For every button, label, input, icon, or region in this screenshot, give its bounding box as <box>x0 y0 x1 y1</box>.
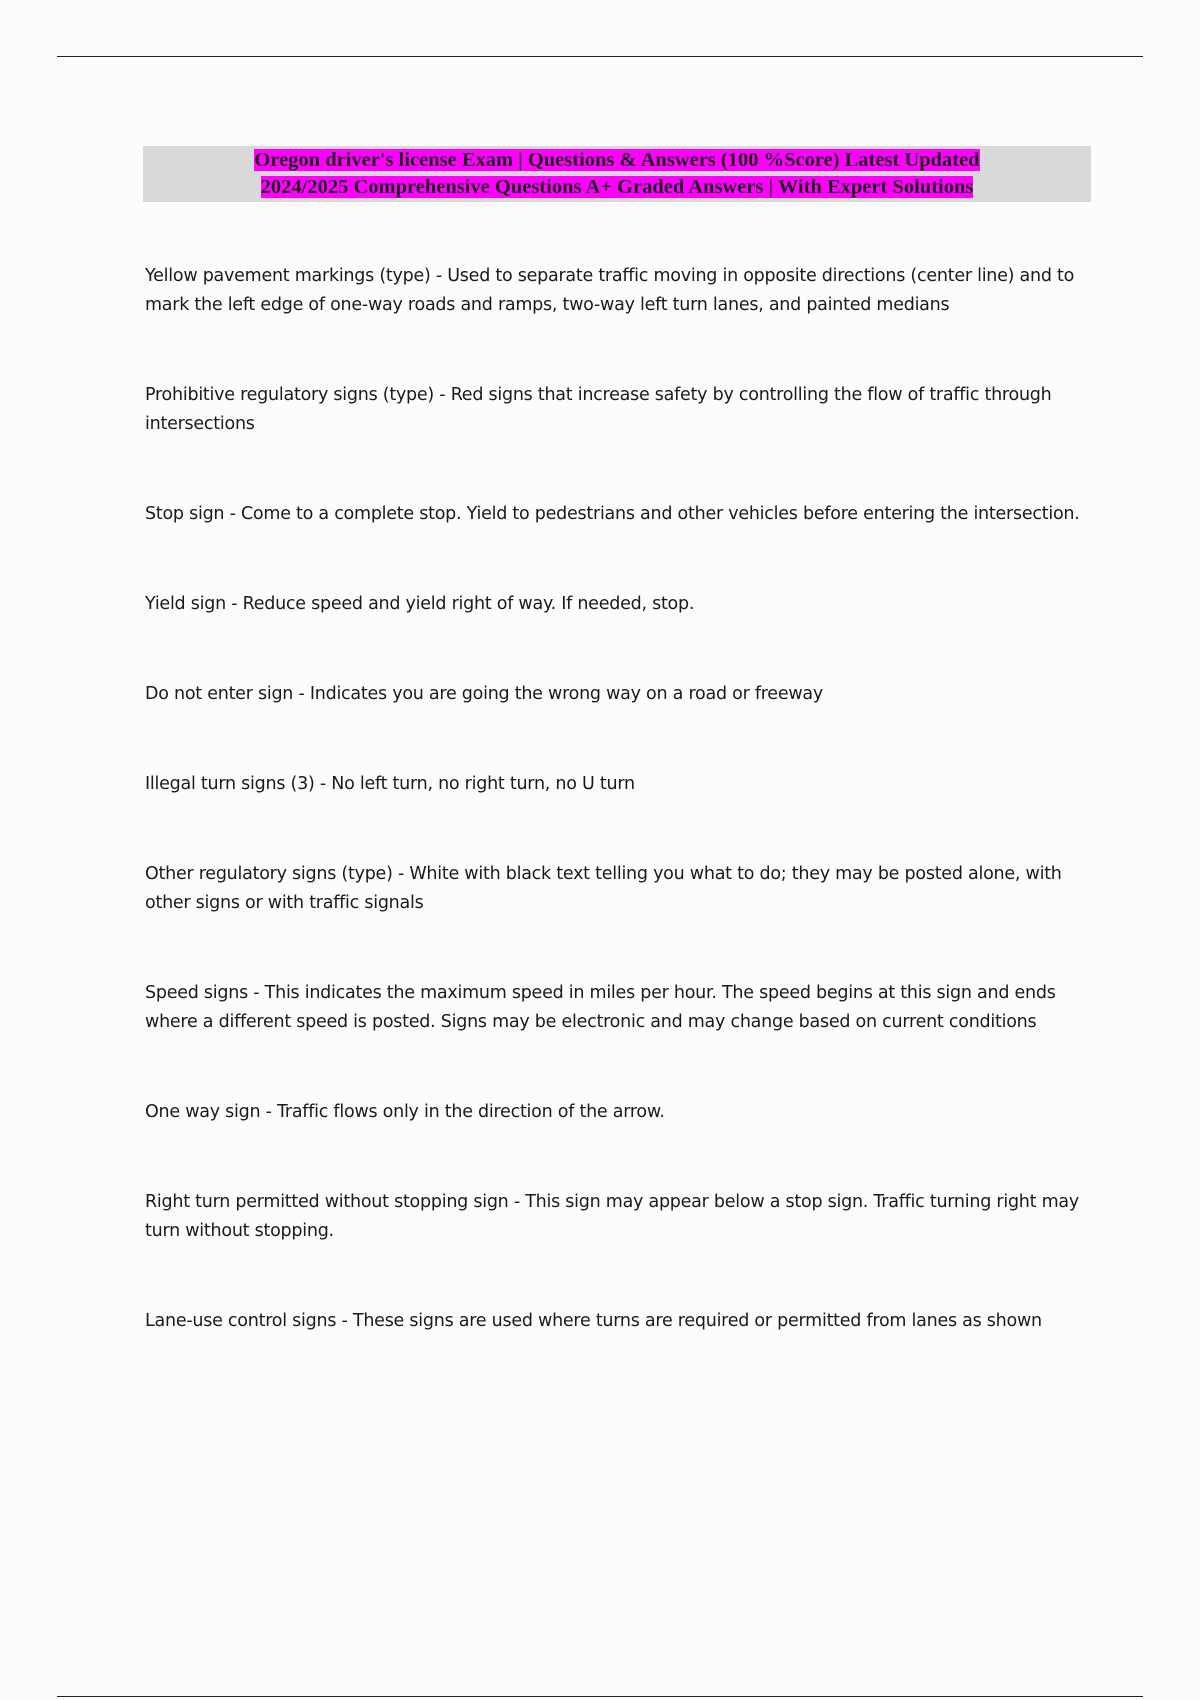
qa-entry: Speed signs - This indicates the maximum speed in miles per hour. The speed begins at this sign and ends where a different speed is posted. Signs may be electronic and may change based on current conditions <box>145 983 1056 1032</box>
qa-list <box>145 262 1095 1397</box>
qa-entry: Illegal turn signs (3) - No left turn, no right turn, no U turn <box>145 774 635 794</box>
footer-rule <box>57 1696 1143 1697</box>
qa-entry: Prohibitive regulatory signs (type) - Red signs that increase safety by controlling the flow of traffic through intersections <box>145 385 1052 434</box>
qa-entry: Yellow pavement markings (type) - Used to separate traffic moving in opposite directions (center line) and to mark the left edge of one-way roads and ramps, two-way left turn lanes, and painted medians <box>145 266 1075 315</box>
qa-entry: Do not enter sign - Indicates you are going the wrong way on a road or freeway <box>145 684 823 704</box>
title-line-2: 2024/2025 Comprehensive Questions A+ Graded Answers | With Expert Solutions <box>260 176 974 198</box>
header-rule <box>57 56 1143 57</box>
title-line-1: Oregon driver's license Exam | Questions & Answers (100 %Score) Latest Updated <box>254 149 980 171</box>
qa-entry: Right turn permitted without stopping sign - This sign may appear below a stop sign. Traffic turning right may turn without stopping. <box>145 1192 1079 1241</box>
qa-entry: One way sign - Traffic flows only in the direction of the arrow. <box>145 1102 665 1122</box>
title-banner <box>143 146 1091 202</box>
qa-entry: Lane-use control signs - These signs are used where turns are required or permitted from lanes as shown <box>145 1311 1042 1331</box>
document-title <box>157 147 1077 201</box>
qa-entry: Yield sign - Reduce speed and yield right of way. If needed, stop. <box>145 594 695 614</box>
qa-entry: Other regulatory signs (type) - White with black text telling you what to do; they may be posted alone, with other signs or with traffic signals <box>145 864 1062 913</box>
qa-entry: Stop sign - Come to a complete stop. Yield to pedestrians and other vehicles before entering the intersection. <box>145 504 1080 524</box>
